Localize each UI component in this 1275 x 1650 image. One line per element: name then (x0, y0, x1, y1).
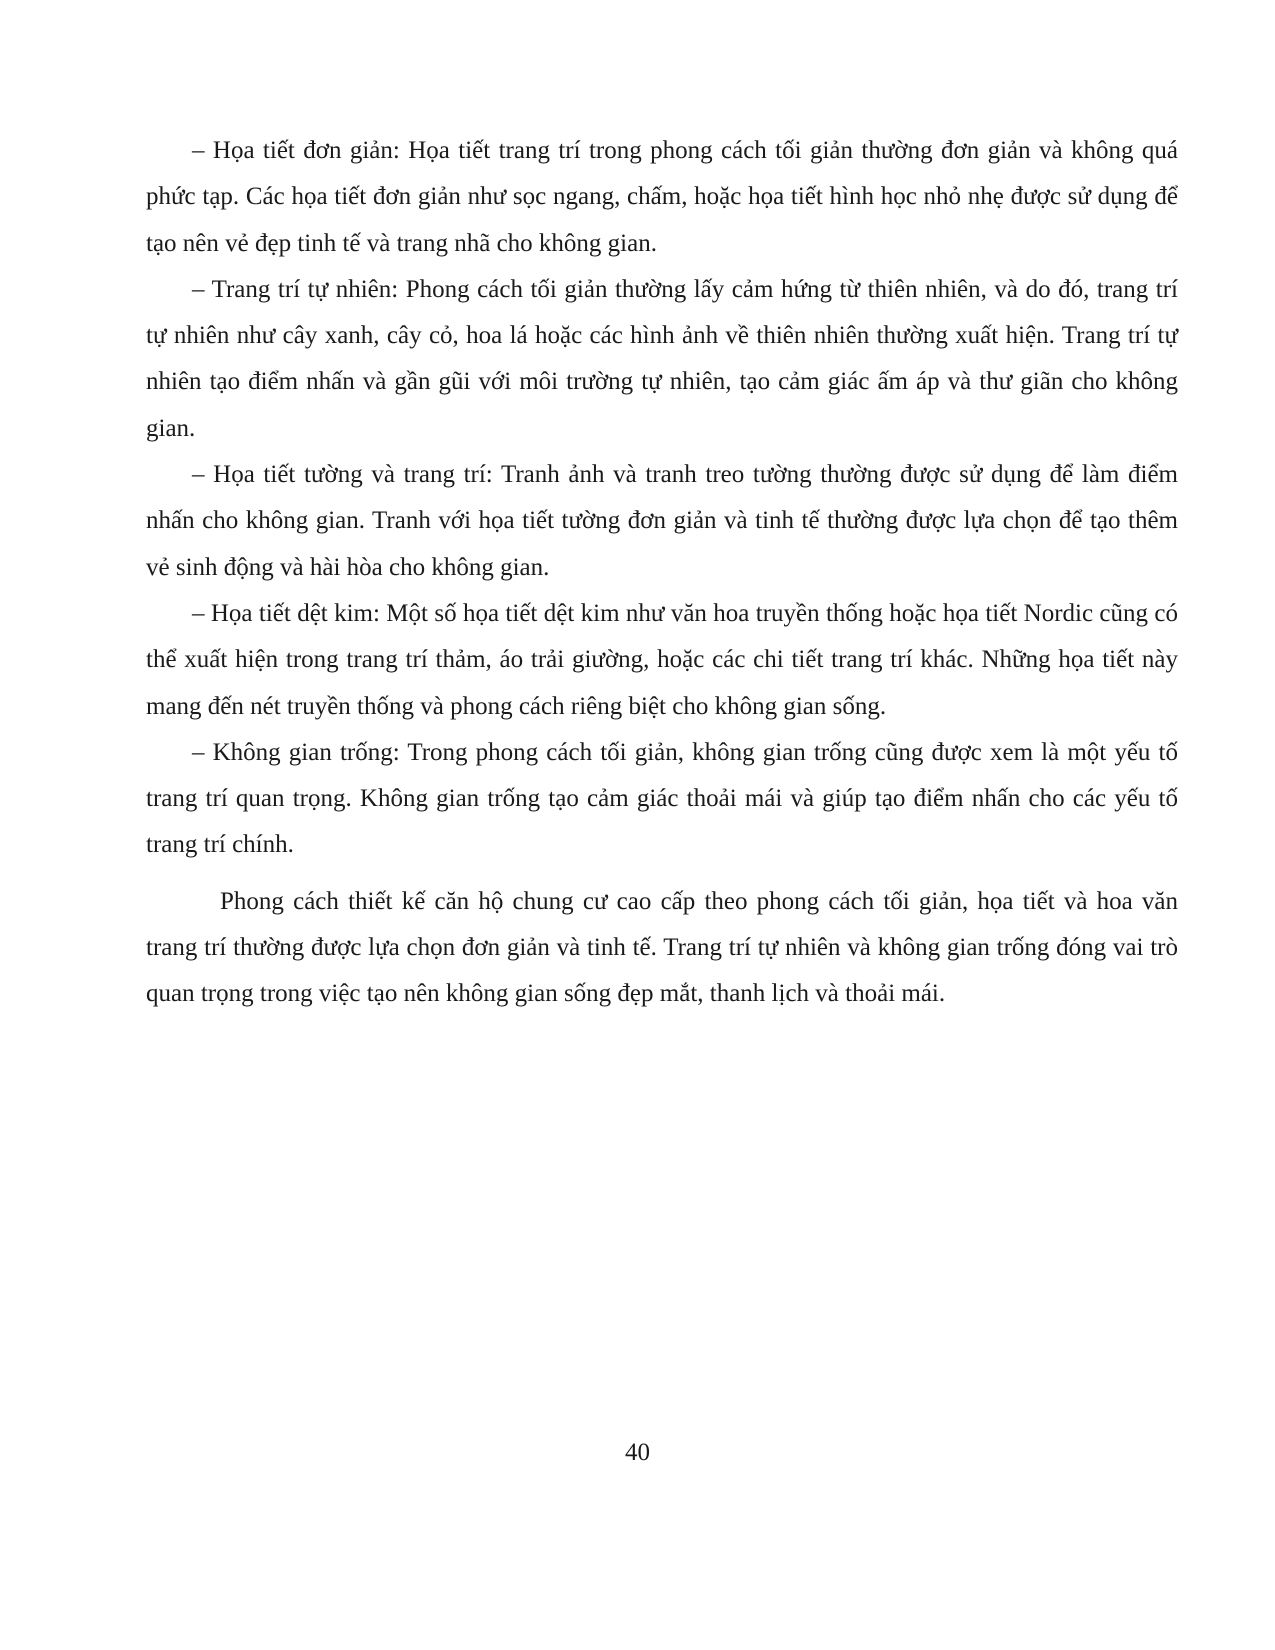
page-number: 40 (625, 1439, 650, 1466)
paragraph-knit-patterns: – Họa tiết dệt kim: Một số họa tiết dệt kim như văn hoa truyền thống hoặc họa tiết Nordic cũng có thể xuất hiện trong trang trí thảm, áo trải giường, hoặc các chi tiết trang trí khác. Những họa tiết này mang đến nét truyền thống và phong cách riêng biệt cho không gian sống. (146, 599, 1178, 720)
paragraph-wall-decor: – Họa tiết tường và trang trí: Tranh ảnh và tranh treo tường thường được sử dụng để làm điểm nhấn cho không gian. Tranh với họa tiết tường đơn giản và tinh tế thường được lựa chọn để tạo thêm vẻ sinh động và hài hòa cho không gian. (146, 461, 1178, 581)
paragraph-summary: Phong cách thiết kế căn hộ chung cư cao cấp theo phong cách tối giản, họa tiết và hoa văn trang trí thường được lựa chọn đơn giản và tinh tế. Trang trí tự nhiên và không gian trống đóng vai trò quan trọng trong việc tạo nên không gian sống đẹp mắt, thanh lịch và thoải mái. (146, 887, 1178, 1008)
paragraph-natural-decor: – Trang trí tự nhiên: Phong cách tối giản thường lấy cảm hứng từ thiên nhiên, và do đó, trang trí tự nhiên như cây xanh, cây cỏ, hoa lá hoặc các hình ảnh về thiên nhiên thường xuất hiện. Trang trí tự nhiên tạo điểm nhấn và gần gũi với môi trường tự nhiên, tạo cảm giác ấm áp và thư giãn cho không gian. (146, 275, 1178, 442)
paragraph-empty-space: – Không gian trống: Trong phong cách tối giản, không gian trống cũng được xem là một yếu tố trang trí quan trọng. Không gian trống tạo cảm giác thoải mái và giúp tạo điểm nhấn cho các yếu tố trang trí chính. (146, 738, 1178, 859)
paragraph-simple-patterns: – Họa tiết đơn giản: Họa tiết trang trí trong phong cách tối giản thường đơn giản và không quá phức tạp. Các họa tiết đơn giản như sọc ngang, chấm, hoặc họa tiết hình học nhỏ nhẹ được sử dụng để tạo nên vẻ đẹp tinh tế và trang nhã cho không gian. (146, 137, 1178, 257)
page-body (146, 128, 1178, 1018)
